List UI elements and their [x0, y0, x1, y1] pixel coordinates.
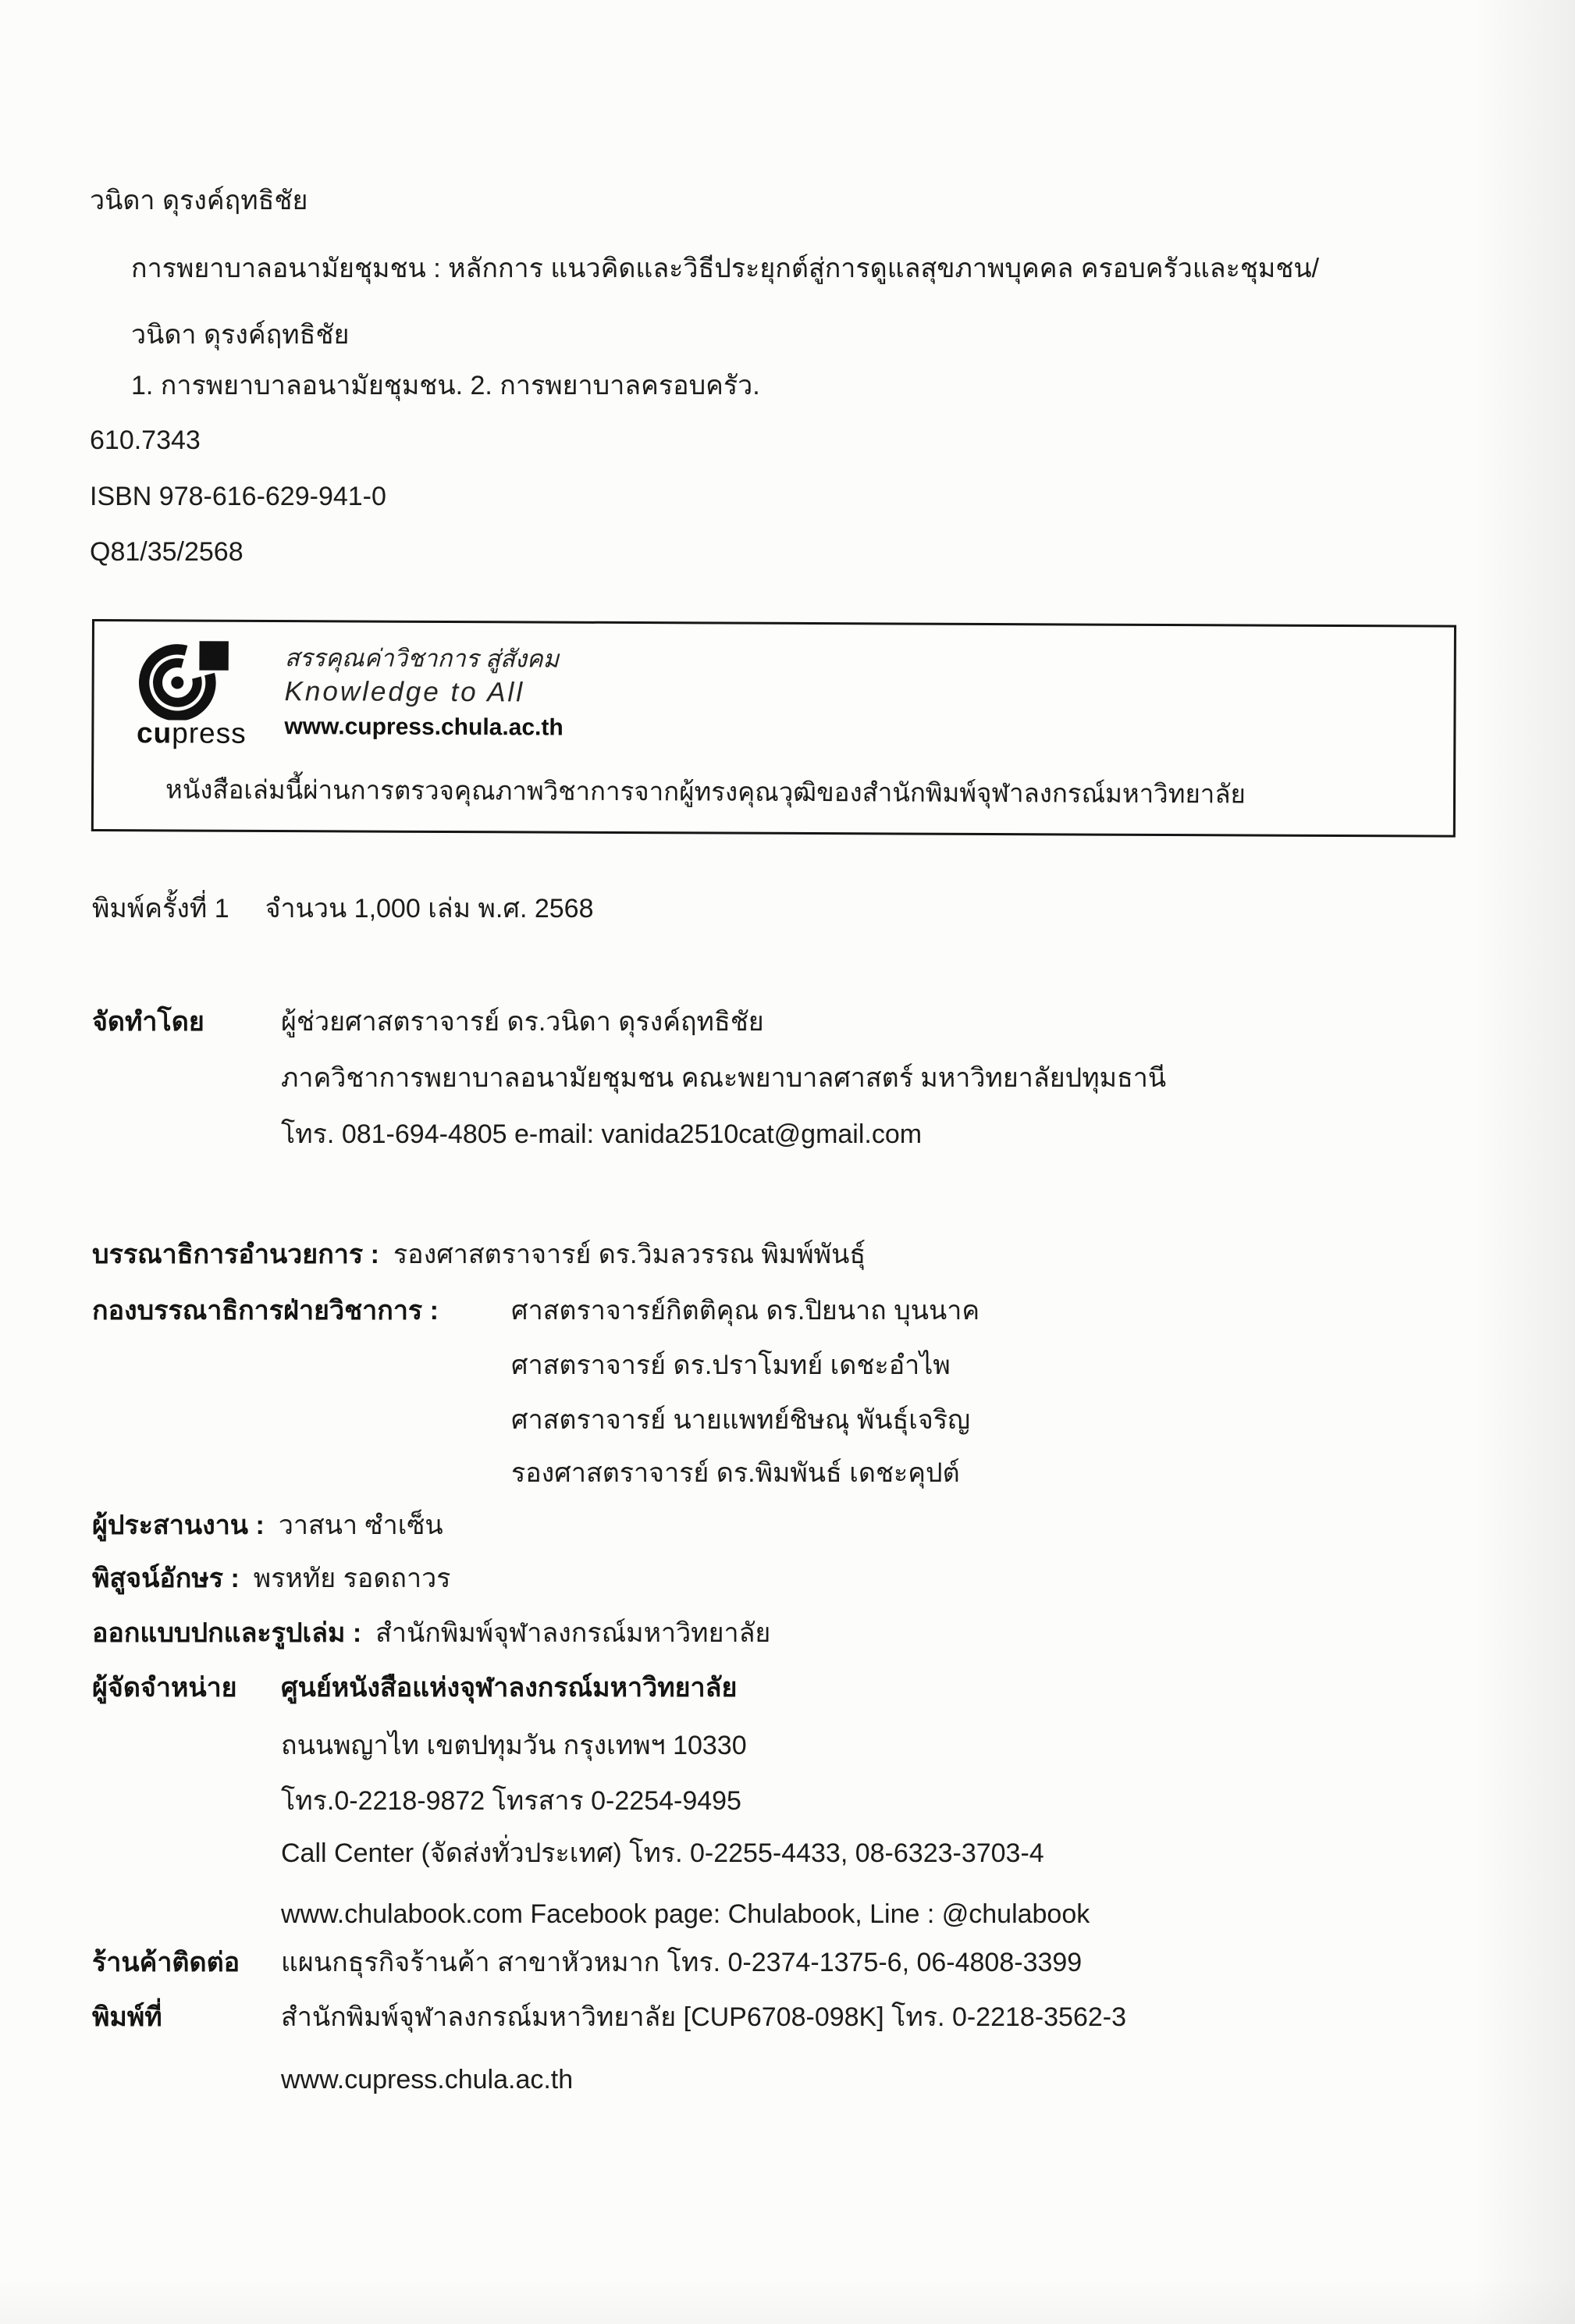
scan-shadow-right: [1474, 0, 1575, 2324]
coordinator-name: วาสนา ซำเซ็น: [278, 1511, 443, 1540]
cupress-wordmark-press: press: [172, 717, 247, 749]
proofreading-name: พรหทัย รอดถาวร: [253, 1564, 451, 1593]
press-slogan-english: Knowledge to All: [284, 676, 525, 708]
catalog-title: การพยาบาลอนามัยชุมชน : หลักการ แนวคิดและวิธีประยุกต์สู่การดูแลสุขภาพบุคคล ครอบครัวและชุมชน/: [131, 254, 1320, 283]
press-website: www.cupress.chula.ac.th: [284, 714, 564, 741]
distributor-name: ศูนย์หนังสือแห่งจุฬาลงกรณ์มหาวิทยาลัย: [281, 1673, 738, 1703]
produced-by-line-2: ภาควิชาการพยาบาลอนามัยชุมชน คณะพยาบาลศาสตร์ มหาวิทยาลัยปทุมธานี: [281, 1063, 1167, 1093]
editorial-board-member-3: ศาสตราจารย์ นายแพทย์ชิษณุ พันธุ์เจริญ: [511, 1405, 971, 1435]
editorial-board-label: กองบรรณาธิการฝ่ายวิชาการ :: [92, 1296, 439, 1326]
press-tagline-block: [284, 642, 564, 746]
shop-contact-label: ร้านค้าติดต่อ: [92, 1948, 240, 1977]
catalog-author: วนิดา ดุรงค์ฤทธิชัย: [90, 186, 308, 215]
catalog-dewey-number: 610.7343: [90, 425, 201, 455]
coordinator-label: ผู้ประสานงาน :: [92, 1511, 265, 1540]
publisher-certification-box: [91, 619, 1456, 838]
cover-design-label: ออกแบบปกและรูปเล่ม :: [92, 1618, 362, 1648]
shop-contact-value: แผนกธุรกิจร้านค้า สาขาหัวหมาก โทร. 0-2374-1375-6, 06-4808-3399: [281, 1948, 1083, 1977]
edition-printing: พิมพ์ครั้งที่ 1: [92, 894, 229, 924]
cupress-wordmark: [109, 717, 273, 750]
produced-by-label: จัดทำโดย: [92, 1007, 204, 1037]
press-certification-text: หนังสือเล่มนี้ผ่านการตรวจคุณภาพวิชาการจากผู้ทรงคุณวุฒิของสำนักพิมพ์จุฬาลงกรณ์มหาวิทยาลัย: [165, 774, 1246, 809]
scan-shadow-bottom: [0, 2277, 1575, 2324]
editorial-board-member-2: ศาสตราจารย์ ดร.ปราโมทย์ เดชะอำไพ: [511, 1351, 951, 1380]
printed-at-website: www.cupress.chula.ac.th: [281, 2065, 574, 2094]
coordinator-row: [92, 1507, 443, 1544]
proofreading-label: พิสูจน์อักษร :: [92, 1564, 240, 1593]
catalog-isbn: ISBN 978-616-629-941-0: [90, 482, 386, 511]
catalog-subjects: 1. การพยาบาลอนามัยชุมชน. 2. การพยาบาลครอบครัว.: [131, 371, 760, 400]
distributor-address: ถนนพญาไท เขตปทุมวัน กรุงเทพฯ 10330: [281, 1731, 747, 1760]
cupress-wordmark-cu: cu: [136, 717, 172, 749]
produced-by-line-3: โทร. 081-694-4805 e-mail: vanida2510cat@gmail.com: [281, 1119, 923, 1149]
managing-editor-name: รองศาสตราจารย์ ดร.วิมลวรรณ พิมพ์พันธุ์: [393, 1240, 866, 1269]
edition-line: [92, 890, 593, 927]
printed-at-label: พิมพ์ที่: [92, 2002, 162, 2032]
press-slogan-thai: สรรคุณค่าวิชาการ สู่สังคม: [284, 644, 560, 673]
catalog-publisher-code: Q81/35/2568: [90, 537, 244, 567]
proofreading-row: [92, 1560, 450, 1597]
distributor-phone: โทร.0-2218-9872 โทรสาร 0-2254-9495: [281, 1786, 741, 1816]
editorial-board-member-4: รองศาสตราจารย์ ดร.พิมพันธ์ เดชะคุปต์: [511, 1458, 960, 1488]
printed-at-value: สำนักพิมพ์จุฬาลงกรณ์มหาวิทยาลัย [CUP6708-098K] โทร. 0-2218-3562-3: [281, 2002, 1127, 2032]
catalog-author-statement: วนิดา ดุรงค์ฤทธิชัย: [131, 320, 350, 350]
distributor-web-social: www.chulabook.com Facebook page: Chulabook, Line : @chulabook: [281, 1899, 1090, 1929]
managing-editor-row: [92, 1236, 866, 1273]
distributor-callcenter: Call Center (จัดส่งทั่วประเทศ) โทร. 0-2255-4433, 08-6323-3703-4: [281, 1838, 1044, 1868]
cupress-logo-icon: [122, 639, 259, 721]
produced-by-line-1: ผู้ช่วยศาสตราจารย์ ดร.วนิดา ดุรงค์ฤทธิชัย: [281, 1007, 764, 1037]
edition-quantity-year: จำนวน 1,000 เล่ม พ.ศ. 2568: [265, 894, 594, 924]
cover-design-name: สำนักพิมพ์จุฬาลงกรณ์มหาวิทยาลัย: [375, 1618, 771, 1648]
editorial-board-member-1: ศาสตราจารย์กิตติคุณ ดร.ปิยนาถ บุนนาค: [511, 1296, 980, 1326]
cover-design-row: [92, 1614, 770, 1652]
managing-editor-label: บรรณาธิการอำนวยการ :: [92, 1240, 379, 1269]
distributor-label: ผู้จัดจำหน่าย: [92, 1673, 237, 1703]
